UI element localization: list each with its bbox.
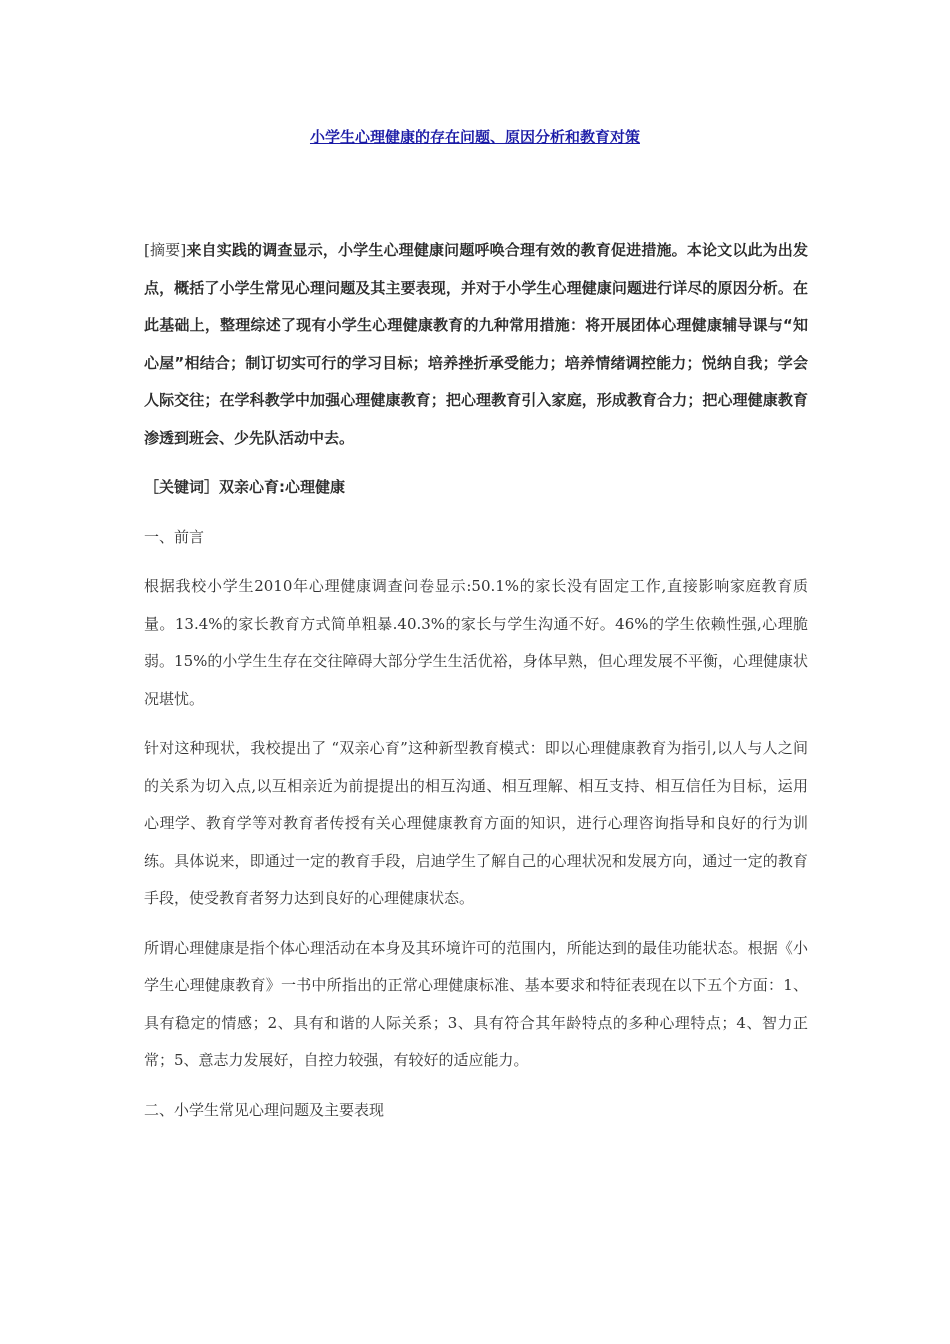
section-heading-problems: 二、小学生常见心理问题及主要表现 — [144, 1100, 385, 1119]
document-title-text[interactable]: 小学生心理健康的存在问题、原因分析和教育对策 — [309, 128, 640, 146]
abstract-paragraph — [144, 232, 808, 457]
body-paragraph-survey: 根据我校小学生2010年心理健康调查问卷显示:50.1%的家长没有固定工作,直接影响家庭教育质量。13.4%的家长教育方式简单粗暴.40.3%的家长与学生沟通不好。46%的学生依赖性强,心理脆弱。15%的小学生生存在交往障碍大部分学生生活优裕，身体早熟，但心理发展不平衡，心理健康状况堪忧。 — [144, 577, 808, 708]
document-body — [144, 232, 808, 1141]
keywords-line: ［关键词］双亲心育:心理健康 — [144, 478, 345, 496]
document-title — [0, 124, 950, 150]
body-paragraph-definition: 所谓心理健康是指个体心理活动在本身及其环境许可的范围内，所能达到的最佳功能状态。根据《小学生心理健康教育》一书中所指出的正常心理健康标准、基本要求和特征表现在以下五个方面：1、具有稳定的情感；2、具有和谐的人际关系；3、具有符合其年龄特点的多种心理特点；4、智力正常；5、意志力发展好，自控力较强，有较好的适应能力。 — [144, 938, 808, 1069]
abstract-label: [摘要] — [144, 241, 187, 259]
abstract-text: 来自实践的调查显示，小学生心理健康问题呼唤合理有效的教育促进措施。本论文以此为出发点，概括了小学生常见心理问题及其主要表现，并对于小学生心理健康问题进行详尽的原因分析。在此基础上，整理综述了现有小学生心理健康教育的九种常用措施：将开展团体心理健康辅导课与“知心屋”相结合；制订切实可行的学习目标；培养挫折承受能力；培养情绪调控能力；悦纳自我；学会人际交往；在学科教学中加强心理健康教育；把心理教育引入家庭，形成教育合力；把心理健康教育渗透到班会、少先队活动中去。 — [144, 241, 808, 447]
section-heading-introduction: 一、前言 — [144, 527, 205, 546]
body-paragraph-model: 针对这种现状，我校提出了 “双亲心育”这种新型教育模式：即以心理健康教育为指引,以人与人之间的关系为切入点,以互相亲近为前提提出的相互沟通、相互理解、相互支持、相互信任为目标，运用心理学、教育学等对教育者传授有关心理健康教育方面的知识，进行心理咨询指导和良好的行为训练。具体说来，即通过一定的教育手段，启迪学生了解自己的心理状况和发展方向，通过一定的教育手段，使受教育者努力达到良好的心理健康状态。 — [144, 739, 808, 907]
